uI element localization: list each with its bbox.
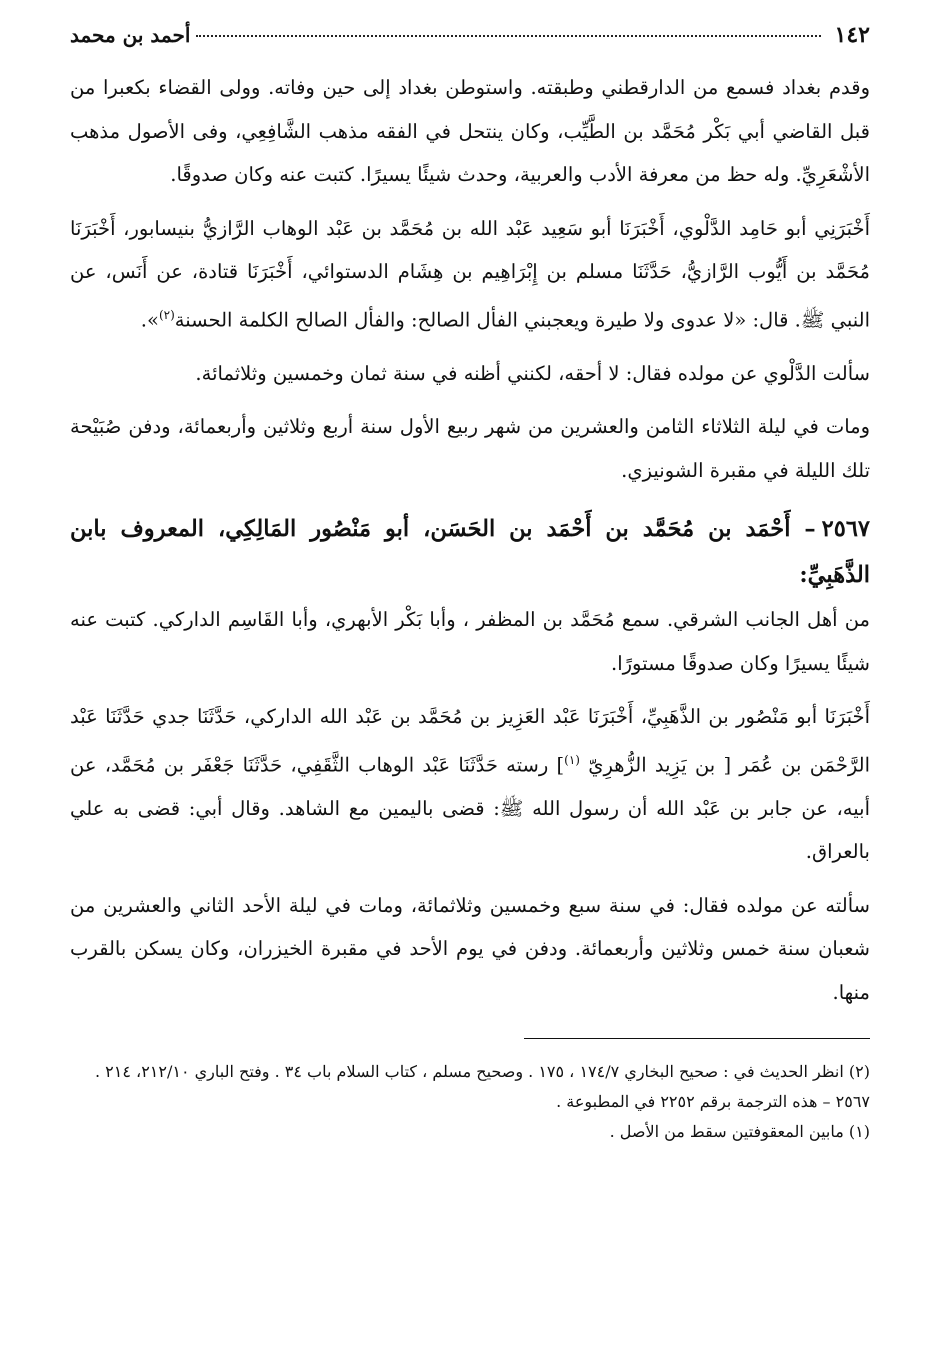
page-number: ١٤٢ xyxy=(834,22,870,48)
hadith-text: أَخْبَرَنِي أبو حَامِد الدَّلْوي، أَخْبَرَنَا أبو سَعِيد عَبْد الله بن مُحَمَّد بن عَبْد الوهاب الرَّازيُّ بنيسابور، أَخْبَرَنَا مُحَمَّد بن أَيُّوب الرَّازيُّ، حَدَّثَنَا مسلم بن إِبْرَاهِيم بن هِشَام الدستوائي، أَخْبَرَنَا قتادة، عن أَنَس، عن النبي ﷺ. قال: «لا عدوى ولا طيرة ويعجبني الفأل الصالح: والفأل الصالح الكلمة الحسنة xyxy=(70,216,870,331)
running-title: أحمد بن محمد xyxy=(70,23,191,47)
paragraph-entry-death: سألته عن مولده فقال: في سنة سبع وخمسين وثلاثمائة، ومات في ليلة الأحد الثاني والعشرين من شعبان سنة خمس وثلاثين وأربعمائة. ودفن في يوم الأحد في مقبرة الخيزران، وكان يسكن بالقرب منها. xyxy=(70,893,870,1004)
footnote-1: (١) مابين المعقوفتين سقط من الأصل . xyxy=(609,1122,870,1141)
entry-number: ٢٥٦٧ xyxy=(821,516,870,542)
footnotes xyxy=(70,1057,870,1147)
paragraph-hadith-isnad xyxy=(70,207,870,342)
footnote-separator xyxy=(524,1038,870,1039)
footnote-marker-2: (٢) xyxy=(158,307,175,322)
paragraph-death-record: ومات في ليلة الثلاثاء الثامن والعشرين من شهر ربيع الأول سنة أربع وثلاثين وأربعمائة، ودفن صُبَيْحة تلك الليلة في مقبرة الشونيزي. xyxy=(70,415,870,482)
footnote-2: (٢) انظر الحديث في : صحيح البخاري ١٧٤/٧ ، ١٧٥ . وصحيح مسلم ، كتاب السلام باب ٣٤ . وفتح الباري ٢١٢/١٠، ٢١٤ . xyxy=(94,1062,870,1081)
hadith-closing: ». xyxy=(140,308,159,331)
entry-isnad-part-2: ] رسته حَدَّثَنَا عَبْد الوهاب الثَّقَفِي، حَدَّثَنَا جَعْفَر بن مُحَمَّد، عن أبيه، عن جابر بن عَبْد الله أن رسول الله ﷺ: قضى باليمين مع الشاهد. وقال أبي: قضى به علي بالعراق. xyxy=(70,753,870,863)
footnote-entry-note: ٢٥٦٧ – هذه الترجمة برقم ٢٢٥٢ في المطبوعة . xyxy=(556,1092,870,1111)
footnote-marker-1: (١) xyxy=(564,752,580,767)
paragraph-entry-isnad xyxy=(70,695,870,874)
header-dotted-leader xyxy=(196,35,820,37)
paragraph-biography-continuation: وقدم بغداد فسمع من الدارقطني وطبقته. واستوطن بغداد إلى حين وفاته. وولى القضاء بكعبرا من قبل القاضي أبي بَكْر مُحَمَّد بن الطَّيِّب، وكان ينتحل في الفقه مذهب الشَّافِعِي، وفى الأصول مذهب الأشْعَرِيِّ. وله حظ من معرفة الأدب والعربية، وحدث شيئًا يسيرًا. كتبت عنه وكان صدوقًا. xyxy=(70,76,870,186)
entry-title-text: – أَحْمَد بن مُحَمَّد بن أَحْمَد بن الحَسَن، أبو مَنْصُور المَالِكِي، المعروف بابن الذَّهَبِيِّ: xyxy=(70,516,870,588)
page-header xyxy=(70,22,870,66)
book-page xyxy=(70,22,870,1147)
paragraph-entry-origin: من أهل الجانب الشرقي. سمع مُحَمَّد بن المظفر ، وأبا بَكْر الأبهري، وأبا القَاسِم الداركي. كتبت عنه شيئًا يسيرًا وكان صدوقًا مستورًا. xyxy=(70,608,870,675)
footnote-separator-wrap xyxy=(70,1026,870,1039)
entry-isnad-part-1: أَخْبَرَنَا أبو مَنْصُور بن الذَّهَبِيِّ، أَخْبَرَنَا عَبْد العَزِيز بن مُحَمَّد بن عَبْد الله الداركي، حَدَّثَنَا جدي حَدَّثَنَا عَبْد الرَّحْمَن بن عُمَر [ بن يَزِيد الزُّهرِيّ xyxy=(70,705,870,776)
entry-heading xyxy=(70,506,870,598)
paragraph-birth-inquiry: سألت الدَّلْوي عن مولده فقال: لا أحقه، لكنني أظنه في سنة ثمان وخمسين وثلاثمائة. xyxy=(195,361,870,385)
